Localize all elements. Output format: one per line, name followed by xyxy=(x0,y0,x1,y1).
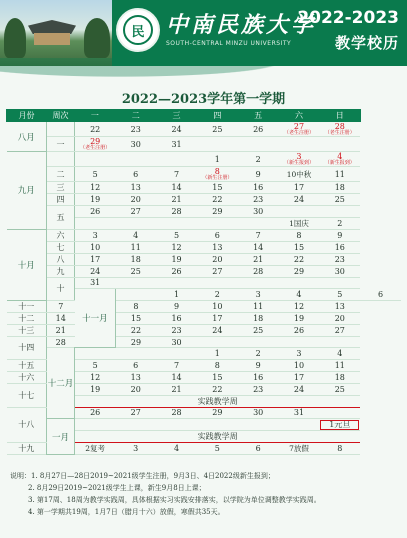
day-cell xyxy=(279,206,320,218)
table-row xyxy=(7,122,402,137)
header-tue: 二 xyxy=(115,110,156,122)
day-cell: 26 xyxy=(75,407,116,419)
table-row xyxy=(7,419,402,431)
day-cell: 26 xyxy=(75,206,116,218)
day-cell xyxy=(115,289,156,301)
table-row xyxy=(7,277,402,289)
day-cell: 19 xyxy=(156,253,197,265)
day-cell: 17 xyxy=(279,182,320,194)
day-cell: 6 xyxy=(360,289,401,301)
day-cell: 21 xyxy=(156,383,197,395)
month-cell: 十一月 xyxy=(75,289,116,348)
day-cell xyxy=(197,277,238,289)
day-cell: 29 xyxy=(197,407,238,419)
week-cell: 十 xyxy=(47,277,75,300)
day-cell: 6 xyxy=(197,229,238,241)
week-cell: 十九 xyxy=(7,443,47,455)
day-cell: 14 xyxy=(238,241,279,253)
day-cell xyxy=(279,419,320,431)
table-row xyxy=(7,253,402,265)
day-cell: 29 xyxy=(279,265,320,277)
day-cell xyxy=(156,217,197,229)
day-cell: 6 xyxy=(115,167,156,182)
table-row xyxy=(7,312,402,324)
day-cell: 24 xyxy=(197,324,238,336)
calendar-table xyxy=(6,109,401,455)
day-cell: 25 xyxy=(197,122,238,137)
table-row xyxy=(7,182,402,194)
day-cell: 31 xyxy=(279,407,320,419)
table-row xyxy=(7,194,402,206)
day-cell: 6 xyxy=(115,359,156,371)
day-cell xyxy=(238,419,279,431)
day-cell: 10 xyxy=(279,359,320,371)
day-cell xyxy=(238,137,279,152)
day-cell xyxy=(75,419,116,431)
day-cell: 4 xyxy=(279,289,320,301)
pavilion-roof xyxy=(28,20,76,34)
day-cell-classes-start xyxy=(75,137,116,152)
day-cell xyxy=(197,217,238,229)
day-cell: 9 xyxy=(238,359,279,371)
table-row xyxy=(7,206,402,218)
day-cell: 14 xyxy=(47,312,75,324)
day-cell: 11 xyxy=(319,359,360,371)
week-cell xyxy=(47,122,75,137)
day-cell: 14 xyxy=(156,182,197,194)
day-cell: 13 xyxy=(197,241,238,253)
table-row xyxy=(7,336,402,348)
week-cell: 一 xyxy=(47,137,75,152)
day-cell: 16 xyxy=(238,371,279,383)
day-cell-freshmen-class xyxy=(197,167,238,182)
day-cell: 7 xyxy=(156,359,197,371)
day-cell: 24 xyxy=(279,194,320,206)
day-cell: 3 xyxy=(115,443,156,455)
month-cell: 八月 xyxy=(7,122,47,152)
notes-section xyxy=(10,470,402,518)
day-cell: 31 xyxy=(75,277,116,289)
day-cell-new-year: 1元旦 xyxy=(319,419,360,431)
note-line: 4. 第一学期共19周，1月7日（腊月十六）放假，寒假共35天。 xyxy=(28,508,225,516)
day-cell: 23 xyxy=(319,253,360,265)
day-cell xyxy=(75,217,116,229)
day-cell: 7 xyxy=(47,300,75,312)
header-banner xyxy=(0,0,407,66)
day-cell xyxy=(75,348,116,360)
day-cell: 7 xyxy=(156,167,197,182)
day-cell: 13 xyxy=(115,371,156,383)
day-cell: 14 xyxy=(156,371,197,383)
day-cell: 28 xyxy=(238,265,279,277)
day-cell: 24 xyxy=(156,122,197,137)
header-fri: 五 xyxy=(238,110,279,122)
day-cell: 5 xyxy=(319,289,360,301)
day-number: 4 xyxy=(337,152,343,161)
week-cell: 七 xyxy=(47,241,75,253)
week-cell: 十六 xyxy=(7,371,47,383)
day-cell: 19 xyxy=(75,194,116,206)
day-cell: 23 xyxy=(156,324,197,336)
header-sat: 六 xyxy=(279,110,320,122)
day-cell: 8 xyxy=(115,300,156,312)
table-row xyxy=(7,300,402,312)
day-cell xyxy=(115,348,156,360)
day-cell: 13 xyxy=(115,182,156,194)
day-cell: 18 xyxy=(319,371,360,383)
day-cell: 16 xyxy=(319,241,360,253)
day-cell: 21 xyxy=(238,253,279,265)
day-cell: 6 xyxy=(238,443,279,455)
week-cell: 十五 xyxy=(7,359,47,371)
day-cell-registration xyxy=(279,122,320,137)
campus-photo xyxy=(0,0,112,66)
tree-shape xyxy=(4,18,26,58)
day-cell: 12 xyxy=(75,371,116,383)
day-cell: 9 xyxy=(319,229,360,241)
day-cell: 22 xyxy=(75,122,116,137)
day-cell: 15 xyxy=(279,241,320,253)
day-cell: 4 xyxy=(156,443,197,455)
day-cell: 25 xyxy=(319,194,360,206)
table-row xyxy=(7,229,402,241)
day-cell: 22 xyxy=(279,253,320,265)
day-cell: 31 xyxy=(156,137,197,152)
day-cell: 23 xyxy=(238,383,279,395)
day-cell: 12 xyxy=(279,300,320,312)
day-cell: 25 xyxy=(238,324,279,336)
day-cell: 25 xyxy=(319,383,360,395)
day-cell xyxy=(115,277,156,289)
decorative-sweep xyxy=(0,58,407,88)
tree-shape xyxy=(84,18,110,58)
day-cell xyxy=(156,348,197,360)
day-cell-vacation: 7放假 xyxy=(279,443,320,455)
day-cell: 29 xyxy=(197,206,238,218)
day-cell: 23 xyxy=(238,194,279,206)
day-cell: 16 xyxy=(156,312,197,324)
day-cell: 2 xyxy=(319,217,360,229)
header-week: 周次 xyxy=(47,110,75,122)
day-cell xyxy=(319,407,360,419)
day-cell xyxy=(279,137,320,152)
day-cell: 12 xyxy=(75,182,116,194)
day-cell: 30 xyxy=(238,407,279,419)
day-cell xyxy=(115,419,156,431)
day-cell xyxy=(319,137,360,152)
day-number: 8 xyxy=(214,167,220,176)
day-cell: 25 xyxy=(115,265,156,277)
day-cell: 5 xyxy=(75,359,116,371)
day-note: （新生注册） xyxy=(202,175,233,181)
week-cell: 六 xyxy=(47,229,75,241)
week-cell: 十八 xyxy=(7,407,47,443)
table-row xyxy=(7,265,402,277)
day-cell: 2 xyxy=(238,152,279,167)
day-cell xyxy=(319,206,360,218)
day-cell xyxy=(319,277,360,289)
day-cell xyxy=(319,336,360,348)
day-cell: 10 xyxy=(75,241,116,253)
day-cell: 3 xyxy=(238,289,279,301)
day-cell xyxy=(197,419,238,431)
header-sun: 日 xyxy=(319,110,360,122)
table-header-row xyxy=(7,110,402,122)
day-cell: 27 xyxy=(319,324,360,336)
day-cell: 5 xyxy=(156,229,197,241)
day-cell xyxy=(156,152,197,167)
day-number: 27 xyxy=(293,122,305,131)
day-cell: 8 xyxy=(197,359,238,371)
pavilion-hall xyxy=(34,33,70,45)
day-cell: 15 xyxy=(197,371,238,383)
week-cell: 十七 xyxy=(7,383,47,407)
day-cell: 5 xyxy=(197,443,238,455)
note-line: 2. 8月29日2019~2021级学生上课，新生9月8日上课； xyxy=(28,484,206,492)
day-cell: 17 xyxy=(197,312,238,324)
day-cell xyxy=(75,152,116,167)
week-cell: 二 xyxy=(47,167,75,182)
day-cell xyxy=(238,277,279,289)
table-row xyxy=(7,348,402,360)
day-cell: 20 xyxy=(319,312,360,324)
seal-mark: 民 xyxy=(123,15,153,45)
day-cell: 22 xyxy=(197,194,238,206)
day-cell: 3 xyxy=(75,229,116,241)
day-cell: 28 xyxy=(156,407,197,419)
day-cell xyxy=(197,336,238,348)
day-cell: 26 xyxy=(238,122,279,137)
day-cell: 9 xyxy=(238,167,279,182)
practice-week-band: 实践教学周 xyxy=(75,395,361,407)
week-cell: 三 xyxy=(47,182,75,194)
day-cell xyxy=(197,137,238,152)
day-number: 28 xyxy=(334,122,345,131)
day-cell: 30 xyxy=(115,137,156,152)
day-cell: 28 xyxy=(47,336,75,348)
day-cell: 18 xyxy=(115,253,156,265)
day-cell-registration xyxy=(319,122,360,137)
practice-week-band: 实践教学周 xyxy=(75,431,361,443)
day-note: （老生注册） xyxy=(324,130,355,136)
month-cell: 九月 xyxy=(7,152,47,230)
day-cell: 1 xyxy=(197,152,238,167)
day-cell: 11 xyxy=(115,241,156,253)
note-line: 3. 第17周、18周为教学实践周，具体根据实习实践安排落实，以学院为单位调整教学实践周。 xyxy=(28,496,321,504)
month-cell: 一月 xyxy=(47,419,75,455)
day-note: （新生报到） xyxy=(283,160,314,166)
week-cell: 五 xyxy=(47,206,75,230)
day-cell-holiday: 10中秋 xyxy=(279,167,320,182)
week-cell: 十三 xyxy=(7,324,47,336)
day-cell: 20 xyxy=(197,253,238,265)
day-cell: 19 xyxy=(75,383,116,395)
day-cell: 17 xyxy=(75,253,116,265)
day-cell: 30 xyxy=(238,206,279,218)
university-seal-icon xyxy=(116,8,160,52)
week-cell: 十二 xyxy=(7,312,47,324)
day-cell: 26 xyxy=(156,265,197,277)
day-cell: 30 xyxy=(156,336,197,348)
day-cell: 15 xyxy=(197,182,238,194)
week-cell: 九 xyxy=(47,265,75,277)
day-cell: 18 xyxy=(319,182,360,194)
university-name: 中南民族大学 xyxy=(166,12,317,38)
day-cell: 1 xyxy=(197,348,238,360)
table-row xyxy=(7,324,402,336)
day-cell: 9 xyxy=(156,300,197,312)
day-cell: 29 xyxy=(115,336,156,348)
week-cell: 四 xyxy=(47,194,75,206)
day-cell: 16 xyxy=(238,182,279,194)
day-cell: 18 xyxy=(238,312,279,324)
day-cell: 4 xyxy=(115,229,156,241)
month-cell: 十月 xyxy=(7,229,47,300)
day-note: （老生注册） xyxy=(80,145,111,151)
day-cell: 8 xyxy=(319,443,360,455)
day-cell: 17 xyxy=(279,371,320,383)
day-cell: 4 xyxy=(319,348,360,360)
day-cell: 27 xyxy=(115,407,156,419)
day-cell: 12 xyxy=(156,241,197,253)
day-cell: 8 xyxy=(279,229,320,241)
day-cell-holiday: 1国庆 xyxy=(279,217,320,229)
day-cell xyxy=(238,336,279,348)
university-name-en: SOUTH-CENTRAL MINZU UNIVERSITY xyxy=(166,40,292,47)
day-cell: 19 xyxy=(279,312,320,324)
day-cell: 3 xyxy=(279,348,320,360)
week-cell: 十一 xyxy=(7,300,47,312)
day-cell xyxy=(238,217,279,229)
day-cell xyxy=(279,336,320,348)
week-cell: 十四 xyxy=(7,336,47,359)
day-cell: 24 xyxy=(279,383,320,395)
day-cell: 20 xyxy=(115,383,156,395)
academic-year: 2022-2023 xyxy=(297,8,399,28)
table-row xyxy=(7,167,402,182)
day-cell xyxy=(156,277,197,289)
day-cell xyxy=(115,217,156,229)
day-cell: 24 xyxy=(75,265,116,277)
day-cell: 27 xyxy=(115,206,156,218)
day-cell: 2 xyxy=(197,289,238,301)
document-title: 教学校历 xyxy=(334,34,399,52)
day-number: 29 xyxy=(90,137,101,146)
header-thu: 四 xyxy=(197,110,238,122)
day-cell: 28 xyxy=(156,206,197,218)
semester-title: 2022—2023学年第一学期 xyxy=(121,92,286,107)
day-cell: 1 xyxy=(156,289,197,301)
day-cell: 7 xyxy=(238,229,279,241)
table-row xyxy=(7,241,402,253)
week-cell: 八 xyxy=(47,253,75,265)
day-cell-freshmen xyxy=(319,152,360,167)
day-cell: 10 xyxy=(197,300,238,312)
day-cell: 22 xyxy=(115,324,156,336)
day-cell: 26 xyxy=(279,324,320,336)
day-cell xyxy=(156,419,197,431)
day-cell-retake-exam: 2复考 xyxy=(75,443,116,455)
day-note: （新生报到） xyxy=(324,160,355,166)
day-cell: 2 xyxy=(238,348,279,360)
day-cell: 21 xyxy=(156,194,197,206)
day-note: （老生注册） xyxy=(283,130,314,136)
week-cell xyxy=(47,152,75,167)
day-cell: 27 xyxy=(197,265,238,277)
month-cell: 十二月 xyxy=(47,348,75,419)
day-cell xyxy=(279,277,320,289)
day-cell: 11 xyxy=(319,167,360,182)
day-cell-freshmen xyxy=(279,152,320,167)
day-number: 3 xyxy=(296,152,302,161)
header-month: 月份 xyxy=(7,110,47,122)
header-wed: 三 xyxy=(156,110,197,122)
day-cell: 11 xyxy=(238,300,279,312)
day-cell xyxy=(115,152,156,167)
day-cell: 23 xyxy=(115,122,156,137)
day-cell: 5 xyxy=(75,167,116,182)
day-cell: 22 xyxy=(197,383,238,395)
header-mon: 一 xyxy=(75,110,116,122)
day-cell: 15 xyxy=(115,312,156,324)
day-cell: 20 xyxy=(115,194,156,206)
table-row xyxy=(7,152,402,167)
note-line: 说明：1. 8月27日—28日2019~2021级学生注册，9月3日、4日2022级新生报到； xyxy=(10,472,275,480)
day-cell: 21 xyxy=(47,324,75,336)
day-cell: 30 xyxy=(319,265,360,277)
day-cell: 13 xyxy=(319,300,360,312)
